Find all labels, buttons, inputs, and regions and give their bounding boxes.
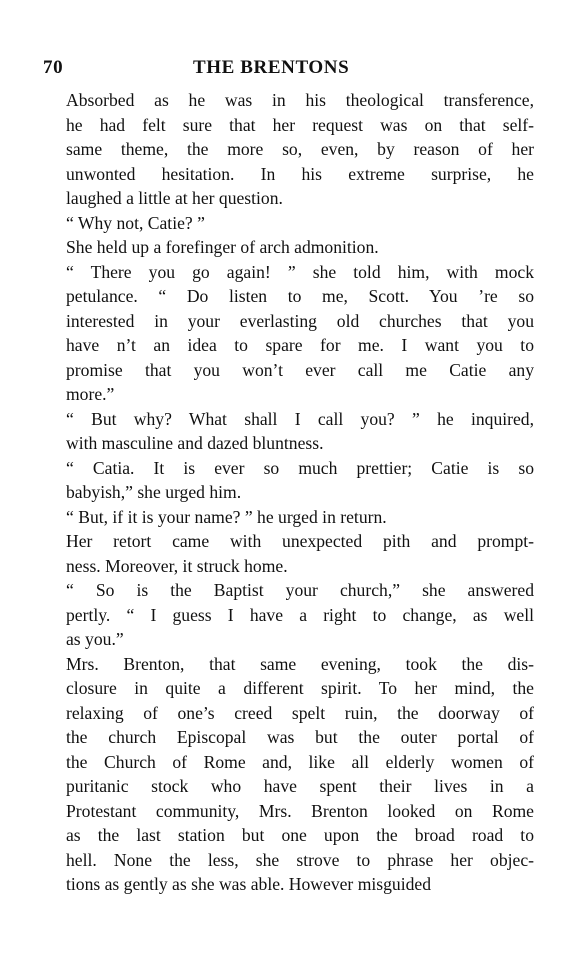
text-line: promise that you won’t ever call me Catie any [66,359,534,380]
paragraph [45,88,534,211]
text-line: Mrs. Brenton, that same evening, took the dis- [66,653,534,674]
text-line: “ So is the Baptist your church,” she answered [66,580,534,600]
text-line: closure in quite a different spirit. To her mind, the [66,678,534,698]
running-title: THE BRENTONS [193,57,350,78]
page-number: 70 [43,57,64,78]
text-line: hell. None the less, she strove to phrase her objec- [66,849,534,870]
text-line: ness. Moreover, it struck home. [66,555,288,576]
body-text [45,88,534,897]
text-line: Her retort came with unexpected pith and prompt- [66,531,534,551]
text-line: he had felt sure that her request was on that self- [66,114,534,135]
text-line: more.” [66,384,115,404]
text-line: with masculine and dazed bluntness. [66,433,324,453]
text-line: the church Episcopal was but the outer portal of [66,727,534,747]
text-line: “ But, if it is your name? ” he urged in return. [66,506,387,527]
paragraph [45,260,534,407]
text-line: Protestant community, Mrs. Brenton looked on Rome [66,800,534,821]
text-line: “ Why not, Catie? ” [66,212,205,233]
text-line: laughed a little at her question. [66,188,283,208]
text-line: as you.” [66,629,124,649]
text-line: Absorbed as he was in his theological transference, [66,90,534,110]
paragraph [45,652,534,897]
text-line: “ But why? What shall I call you? ” he inquired, [66,408,534,429]
text-line: same theme, the more so, even, by reason of her [66,139,534,159]
text-line: She held up a forefinger of arch admonition. [66,237,379,257]
text-line: babyish,” she urged him. [66,482,242,502]
paragraph [45,407,534,456]
text-line: tions as gently as she was able. However misguided [66,874,431,894]
running-head [45,52,534,82]
text-line: have n’t an idea to spare for me. I want you to [66,335,534,355]
paragraph [45,529,534,578]
paragraph [45,211,534,236]
paragraph [45,578,534,652]
text-line: relaxing of one’s creed spelt ruin, the doorway of [66,702,534,723]
text-line: puritanic stock who have spent their lives in a [66,776,534,796]
text-line: petulance. “ Do listen to me, Scott. You ’re so [66,286,534,306]
paragraph [45,456,534,505]
text-line: “ There you go again! ” she told him, with mock [66,261,534,282]
text-line: the Church of Rome and, like all elderly women of [66,751,534,772]
paragraph [45,235,534,260]
text-line: as the last station but one upon the broad road to [66,825,534,845]
text-line: “ Catia. It is ever so much prettier; Catie is so [66,457,534,478]
book-page [45,52,534,897]
text-line: pertly. “ I guess I have a right to change, as well [66,604,534,625]
text-line: interested in your everlasting old churches that you [66,310,534,331]
text-line: unwonted hesitation. In his extreme surprise, he [66,163,534,184]
paragraph [45,505,534,530]
